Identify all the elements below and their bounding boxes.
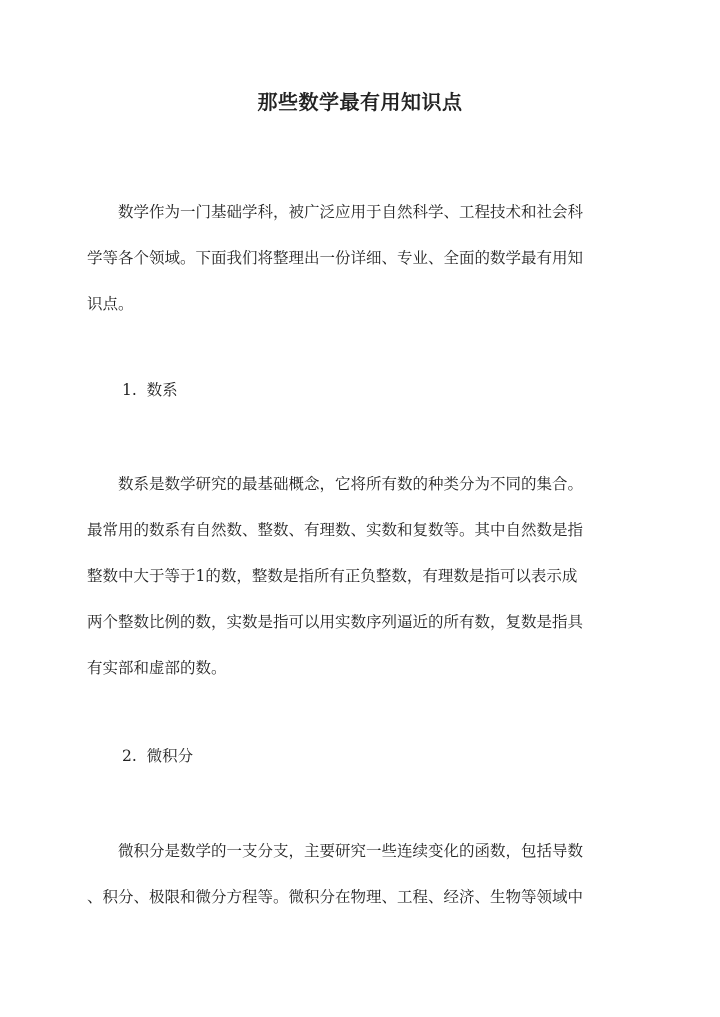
paragraph-line: 识点。	[87, 295, 134, 313]
document-title: 那些数学最有用知识点	[257, 90, 463, 114]
section-paragraph-number-systems	[87, 461, 633, 691]
paragraph-line: 数学作为一门基础学科，被广泛应用于自然科学、工程技术和社会科	[118, 203, 584, 221]
paragraph-line: 整数中大于等于1的数，整数是指所有正负整数，有理数是指可以表示成	[87, 567, 578, 585]
paragraph-line: 两个整数比例的数，实数是指可以用实数序列逼近的所有数，复数是指具	[87, 613, 584, 631]
paragraph-line: 、积分、极限和微分方程等。微积分在物理、工程、经济、生物等领域中	[87, 888, 584, 906]
paragraph-line: 数系是数学研究的最基础概念，它将所有数的种类分为不同的集合。	[118, 475, 584, 493]
paragraph-line: 最常用的数系有自然数、整数、有理数、实数和复数等。其中自然数是指	[87, 521, 584, 539]
section-heading-number-systems: 1. 数系	[122, 381, 178, 399]
intro-paragraph	[87, 189, 633, 327]
paragraph-line: 有实部和虚部的数。	[87, 659, 227, 677]
paragraph-line: 学等各个领域。下面我们将整理出一份详细、专业、全面的数学最有用知	[87, 249, 584, 267]
section-heading-calculus: 2. 微积分	[122, 747, 194, 765]
section-paragraph-calculus	[87, 828, 633, 920]
paragraph-line: 微积分是数学的一支分支，主要研究一些连续变化的函数，包括导数	[118, 842, 584, 860]
